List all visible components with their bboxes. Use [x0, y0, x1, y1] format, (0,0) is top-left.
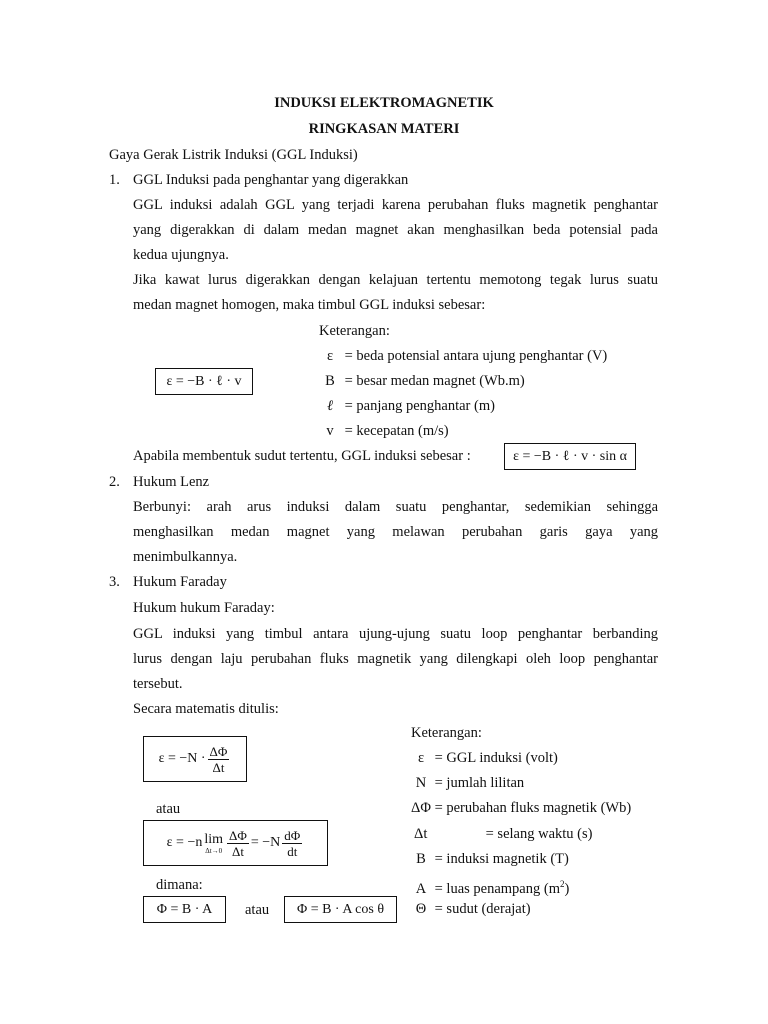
- section-1-legend-row: [319, 372, 525, 390]
- legend-symbol: B: [416, 851, 426, 867]
- section-1-para-1-line-3: kedua ujungnya.: [133, 247, 229, 263]
- section-1-para-2-line-2: medan magnet homogen, maka timbul GGL induksi sebesar:: [133, 297, 486, 313]
- section-1-keterangan-label: Keterangan:: [319, 323, 390, 339]
- legend-description: = selang waktu (s): [485, 826, 593, 842]
- formula-ggl-with-angle: ε = −B · ℓ · v · sin α: [504, 443, 636, 470]
- legend-description: = besar medan magnet (Wb.m): [344, 373, 525, 389]
- dimana-label: dimana:: [156, 877, 203, 893]
- legend-description: = luas penampang (m: [434, 880, 560, 897]
- section-1-para-1-line-2: yang digerakkan di dalam medan magnet akan menghasilkan beda potensial pada: [133, 222, 658, 238]
- atau-label: atau: [156, 801, 181, 817]
- section-3-subheading: Hukum hukum Faraday:: [133, 600, 275, 616]
- legend-description: = induksi magnetik (T): [434, 851, 569, 867]
- fraction-denominator: Δt: [231, 843, 244, 859]
- formula-lhs: ε = −n: [166, 835, 203, 850]
- section-1-legend-row: [319, 397, 495, 415]
- section-3-line-2: lurus dengan laju perubahan fluks magnetik yang dilengkapi oleh loop penghantar: [133, 651, 658, 667]
- document-title: INDUKSI ELEKTROMAGNETIK: [274, 95, 494, 111]
- formula-mid: = −N: [250, 835, 281, 850]
- section-3-legend-row: [411, 875, 569, 898]
- section-1-heading: GGL Induksi pada penghantar yang digerakkan: [133, 172, 409, 188]
- formula-faraday: [143, 736, 247, 782]
- legend-description: = jumlah lilitan: [434, 775, 525, 791]
- section-3-math-label: Secara matematis ditulis:: [133, 701, 279, 717]
- section-2-line-2: menghasilkan medan magnet yang melawan perubahan garis gaya yang: [133, 524, 658, 540]
- section-3-legend-row: [411, 900, 531, 918]
- formula-faraday-limit: [143, 820, 328, 866]
- legend-description: = beda potensial antara ujung penghantar (V): [344, 348, 608, 364]
- legend-description: = perubahan fluks magnetik (Wb): [434, 800, 632, 816]
- fraction: [227, 828, 249, 859]
- formula-lhs: ε = −N ·: [158, 751, 206, 766]
- formula-flux: Φ = B · A: [143, 896, 226, 923]
- section-1-legend-row: [319, 422, 449, 440]
- limit-subscript: Δt→0: [205, 846, 223, 855]
- section-3-legend-row: [411, 749, 558, 767]
- legend-description: = panjang penghantar (m): [344, 398, 495, 414]
- formula-flux-cos: Φ = B · A cos θ: [284, 896, 397, 923]
- section-1-para-2-line-1: Jika kawat lurus digerakkan dengan kelajuan tertentu memotong tegak lurus suatu: [133, 272, 658, 288]
- section-3-legend-row: [411, 825, 592, 843]
- limit-label: lim: [204, 831, 224, 847]
- limit: [204, 832, 223, 855]
- section-2-heading: Hukum Lenz: [133, 474, 210, 490]
- section-1-para-1-line-1: GGL induksi adalah GGL yang terjadi karena perubahan fluks magnetik penghantar: [133, 197, 658, 213]
- section-2-line-3: menimbulkannya.: [133, 549, 238, 565]
- section-3-line-1: GGL induksi yang timbul antara ujung-ujung suatu loop penghantar berbanding: [133, 626, 658, 642]
- fraction: [208, 744, 230, 775]
- legend-symbol: ΔΦ: [411, 800, 431, 816]
- document-subtitle: RINGKASAN MATERI: [308, 121, 460, 137]
- legend-description: = GGL induksi (volt): [434, 750, 558, 766]
- section-1-angle-text: Apabila membentuk sudut tertentu, GGL induksi sebesar :: [133, 448, 471, 464]
- superscript-2: 2: [559, 879, 565, 889]
- legend-symbol: ε: [417, 750, 425, 766]
- section-3-number: 3.: [109, 574, 120, 590]
- legend-description: = sudut (derajat): [434, 901, 531, 917]
- section-2-number: 2.: [109, 474, 120, 490]
- legend-symbol: Δt: [414, 826, 428, 842]
- fraction-denominator: dt: [287, 843, 298, 859]
- legend-symbol: N: [415, 775, 427, 791]
- legend-symbol: v: [326, 423, 334, 439]
- section-2-line-1: Berbunyi: arah arus induksi dalam suatu penghantar, sedemikian sehingga: [133, 499, 658, 515]
- legend-symbol: A: [415, 880, 427, 897]
- closing-paren: ): [564, 880, 570, 897]
- legend-symbol: ε: [326, 348, 334, 364]
- section-1-legend-row: [319, 347, 607, 365]
- section-3-keterangan-label: Keterangan:: [411, 725, 482, 741]
- formula-ggl-moving-conductor: ε = −B · ℓ · v: [155, 368, 253, 395]
- fraction-numerator: dΦ: [284, 827, 301, 843]
- legend-symbol: Θ: [415, 901, 427, 917]
- fraction-numerator: ΔΦ: [209, 743, 228, 759]
- legend-symbol: B: [325, 373, 335, 389]
- atau-label-2: atau: [245, 902, 270, 918]
- section-3-legend-row: [411, 799, 631, 817]
- section-3-legend-row: [411, 850, 569, 868]
- section-1-number: 1.: [109, 172, 120, 188]
- fraction-denominator: Δt: [212, 759, 225, 775]
- legend-symbol: ℓ: [326, 398, 334, 414]
- legend-description: = kecepatan (m/s): [344, 423, 449, 439]
- section-3-legend-row: [411, 774, 524, 792]
- fraction: [282, 828, 302, 859]
- section-3-heading: Hukum Faraday: [133, 574, 227, 590]
- fraction-numerator: ΔΦ: [229, 827, 247, 843]
- section-3-line-3: tersebut.: [133, 676, 183, 692]
- intro-heading: Gaya Gerak Listrik Induksi (GGL Induksi): [109, 147, 358, 163]
